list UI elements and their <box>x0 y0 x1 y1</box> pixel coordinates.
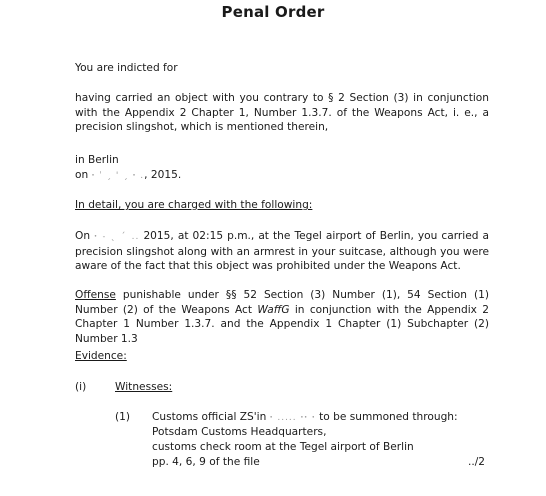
detail-on: On <box>75 230 91 242</box>
witness-line-4: pp. 4, 6, 9 of the file <box>152 456 260 468</box>
offense-abbrev: WaffG <box>257 303 290 316</box>
charge-summary: having carried an object with you contrary to § 2 Section (3) in conjunction with the Appendix 2 Chapter 1, Number 1.3.7. of the Weapons Act, i. e., a precision slingshot, which is mentioned therein, <box>75 92 489 134</box>
detail-paragraph <box>75 229 489 274</box>
witness-item-number: (1) <box>115 411 131 423</box>
redacted-name: ꞏ ..... ꞏꞏ ꞏ <box>269 413 316 423</box>
witness-heading: Witnesses: <box>115 381 173 393</box>
date-suffix: , 2015. <box>144 169 182 181</box>
witness-section-number: (i) <box>75 381 87 393</box>
detail-redacted-date: ꞏ ˗ ˎ ˊ .. <box>94 232 140 242</box>
offense-paragraph <box>75 288 489 346</box>
witness-line-2: Potsdam Customs Headquarters, <box>152 426 327 438</box>
date-line <box>75 168 181 184</box>
evidence-heading: Evidence: <box>75 350 127 362</box>
page-continuation: ../2 <box>468 456 486 468</box>
document-title: Penal Order <box>221 3 325 21</box>
offense-text-2: in conjunction with the Appendix 2 Chapter 1 Number 1.3.7. and the Appendix 1 Chapter (1) Subchapter (2) Number 1.3 <box>75 303 489 345</box>
place-line: in Berlin <box>75 154 119 166</box>
witness-official: Customs official ZS'in <box>152 411 267 423</box>
offense-label: Offense <box>75 289 116 301</box>
detail-text: 2015, at 02:15 p.m., at the Tegel airport of Berlin, you carried a precision slingshot along with an armrest in your suitcase, although you were aware of the fact that this object was prohibited under the Weapons Act. <box>75 230 489 273</box>
indicted-intro: You are indicted for <box>75 62 178 74</box>
witness-line-3: customs check room at the Tegel airport of Berlin <box>152 441 414 453</box>
offense-text-1: punishable under §§ 52 Section (3) Number (1), 54 Section (1) Number (2) of the Weapons Act <box>75 289 489 316</box>
redacted-date: ꞏ ˈ ˏ ꞌ ˏ ꞏ . <box>91 171 145 181</box>
witness-summons: to be summoned through: <box>319 411 458 423</box>
detail-heading: In detail, you are charged with the following: <box>75 199 313 211</box>
witness-line-1 <box>152 410 458 426</box>
date-prefix: on <box>75 169 89 181</box>
